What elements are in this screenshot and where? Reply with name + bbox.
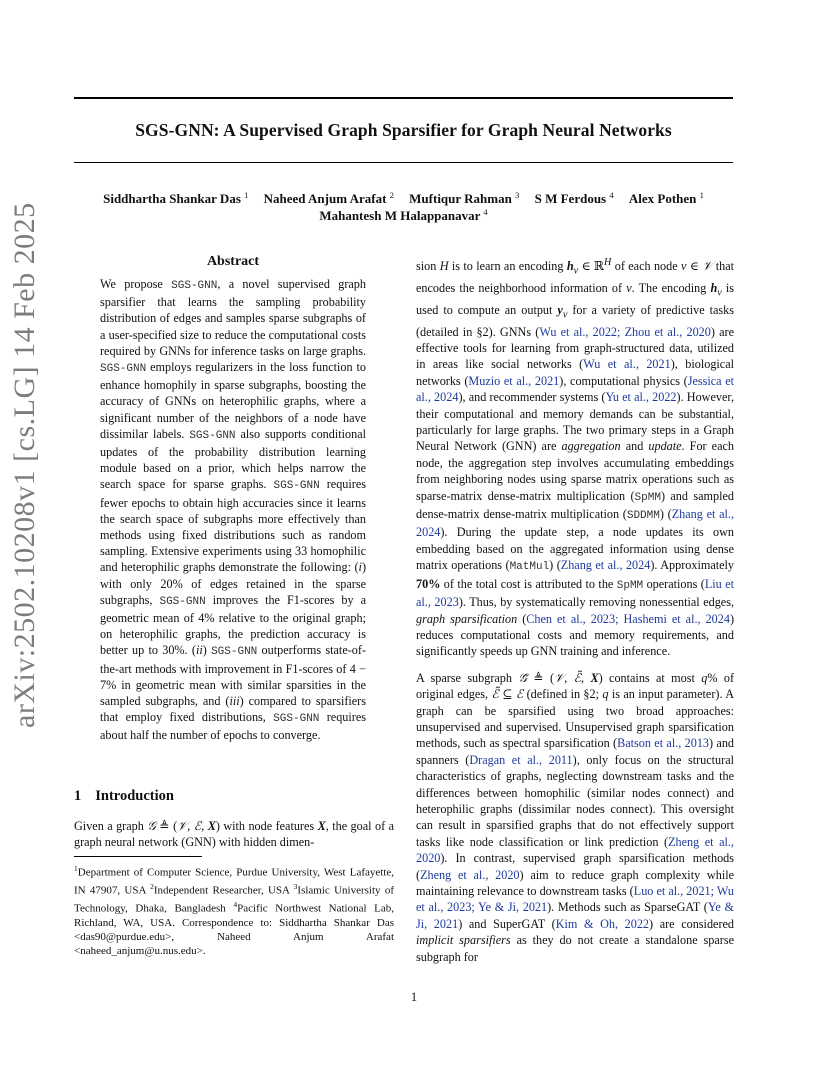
abstract-body: We propose SGS-GNN, a novel supervised graph sparsifier that learns the sampling probability distribution of edges and samples sparse subgraphs of a user-specified size to reduce the computational costs required by GNNs for inference tasks on large graphs. SGS-GNN employs regularizers in the loss function to enhance homophily in sparse subgraphs, boosting the accuracy of GNNs on heterophilic graphs, where a significant number of the neighbors of a node have dissimilar labels. SGS-GNN also supports conditional updates of the probability distribution learning module based on a prior, which helps narrow the search space for sparse graphs. SGS-GNN requires fewer epochs to obtain high accuracies since it learns the search space of subgraphs more effectively than methods using fixed distributions such as random sampling. Extensive experiments using 33 homophilic and heterophilic graphs demonstrate the following: (i) with only 20% of edges retained in the sparse subgraphs, SGS-GNN improves the F1-scores by a geometric mean of 4% relative to the original graph; on heterophilic graphs, the prediction accuracy is better up to 30%. (ii) SGS-GNN outperforms state-of-the-art methods with improvement in F1-scores of 4 − 7% in geometric mean with similar sparsities in the sampled subgraphs, and (iii) compared to sparsifiers that employ fixed distributions, SGS-GNN requires about half the number of epochs to converge. <box>100 277 366 743</box>
right-column-text <box>416 255 734 975</box>
author: Alex Pothen $^1$ <box>628 190 704 206</box>
author: Mahantesh M Halappanavar $^4$ <box>319 207 488 223</box>
intro-paragraph-continued: sion H is to learn an encoding $h_v$ ∈ ℝ$^H$ of each node v ∈ 𝒱 that encodes the neighborhood information of v. The encoding $h_v$ is used to compute an output $y_v$ for a variety of predictive tasks (detailed in §2). GNNs (Wu et al., 2022; Zhou et al., 2020) are effective tools for learning from graph-structured data, utilized in areas like social networks (Wu et al., 2021), biological networks (Muzio et al., 2021), computational physics (Jessica et al., 2024), and recommender systems (Yu et al., 2022). However, their computational and memory demands can be substantial, particularly for large graphs. The two primary steps in a Graph Neural Network (GNN) are aggregation and update. For each node, the aggregation step involves accumulating embeddings from neighboring nodes using sparse matrix operations such as sparse-matrix dense-matrix multiplication (SpMM) and sampled dense-matrix dense-matrix multiplication (SDDMM) (Zhang et al., 2024). During the update step, a node updates its own embedding based on the aggregated information using dense matrix operations (MatMul) (Zhang et al., 2024). Approximately 70% of the total cost is attributed to the SpMM operations (Liu et al., 2023). Thus, by systematically removing nonessential edges, graph sparsification (Chen et al., 2023; Hashemi et al., 2024) reduces computational costs and memory requirements, and significantly speeds up GNN training and inference. <box>416 257 735 659</box>
arxiv-sidebar-stamp: arXiv:2502.10208v1 [cs.LG] 14 Feb 2025 <box>8 202 41 728</box>
author: Siddhartha Shankar Das $^1$ <box>103 190 249 206</box>
page-number: 1 <box>410 990 418 1004</box>
author-list <box>74 190 733 224</box>
title-top-rule <box>74 97 733 99</box>
paper-title: SGS-GNN: A Supervised Graph Sparsifier for Graph Neural Networks <box>135 120 672 140</box>
author: S M Ferdous $^4$ <box>534 190 614 206</box>
intro-paragraph-start: Given a graph 𝒢 ≜ (𝒱, ℰ, X) with node features X, the goal of a graph neural network (GNN) with hidden dimen- <box>74 819 394 850</box>
author: Muftiqur Rahman $^3$ <box>409 190 520 206</box>
affiliation-footnote: $^1$Department of Computer Science, Purdue University, West Lafayette, IN 47907, USA $^2$Independent Researcher, USA $^3$Islamic University of Technology, Dhaka, Bangladesh $^4$Pacific Northwest National Lab, Richland, WA, USA. Correspondence to: Siddhartha Shankar Das <das90@purdue.edu>, Naheed Anjum Arafat <naheed_anjum@u.nus.edu>. <box>74 864 394 957</box>
sparsification-paragraph: A sparse subgraph 𝒢̃ ≜ (𝒱, ℰ̃, X) contains at most q% of original edges, ℰ̃ ⊆ ℰ (defined in §2; q is an input parameter). A graph can be sparsified using two broad approaches: unsupervised and supervised. Unsupervised graph sparsification methods, such as spectral sparsification (Batson et al., 2013) and spanners (Dragan et al., 2011), only focus on the structural characteristics of graphs, neglecting downstream tasks and the differences between homophilic (similar nodes connect) and heterophilic graphs (dissimilar nodes connect). This oversight can result in sparsified graphs that do not effectively support tasks like node classification or link prediction (Zheng et al., 2020). In contrast, supervised graph sparsification methods (Zheng et al., 2020) aim to reduce graph complexity while maintaining relevance to downstream tasks (Luo et al., 2021; Wu et al., 2023; Ye & Ji, 2021). Methods such as SparseGAT (Ye & Ji, 2021) and SuperGAT (Kim & Oh, 2022) are considered implicit sparsifiers as they do not create a standalone sparse subgraph for <box>416 670 735 964</box>
section-heading: 1 Introduction <box>74 788 174 804</box>
abstract-heading: Abstract <box>206 254 260 269</box>
author: Naheed Anjum Arafat $^2$ <box>263 190 394 206</box>
footnote-rule <box>74 856 202 857</box>
title-bottom-rule <box>74 162 733 163</box>
